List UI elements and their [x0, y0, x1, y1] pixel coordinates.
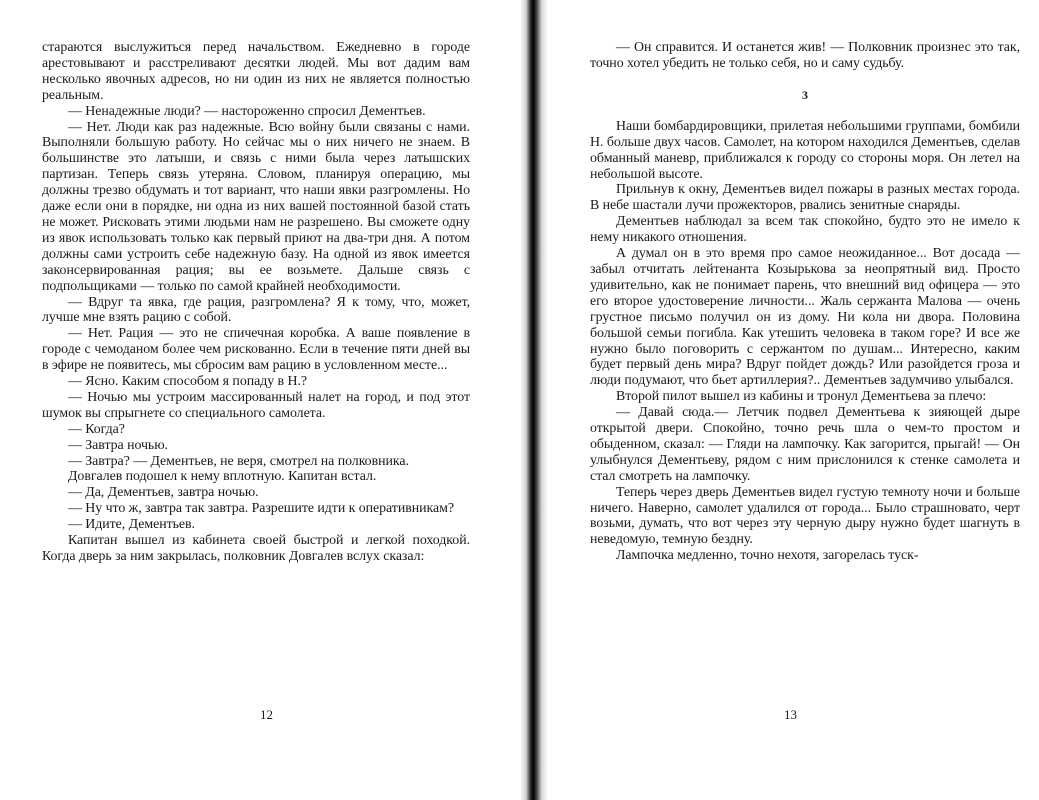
paragraph: — Идите, Дементьев. — [68, 517, 195, 533]
book-gutter — [520, 0, 548, 800]
paragraph: — Он справится. И останется жив! — Полковник произнес это так, точно хотел убедить не только себя, но и саму судьбу. — [590, 40, 1020, 71]
paragraph: — Давай сюда.— Летчик подвел Дементьева к зияющей дыре открытой двери. Спокойно, точно речь шла о чем-то простом и обыденном, сказал: — Гляди на лампочку. Как загорится, прыгай! — Он улыбнулся Дементьеву, рядом с ним прислонился к стенке самолета и стал смотреть на лампочку. — [590, 405, 1020, 484]
paragraph: Капитан вышел из кабинета своей быстрой и легкой походкой. Когда дверь за ним закрылась, полковник Довгалев вслух сказал: — [42, 533, 470, 564]
page-number: 13 — [784, 707, 797, 722]
right-page-text — [590, 40, 1020, 564]
left-page-text — [42, 40, 470, 565]
page-number: 12 — [260, 707, 273, 722]
paragraph: стараются выслужиться перед начальством. Ежедневно в городе арестовывают и расстреливают десятки людей. Мы вот дадим вам несколько явочных адресов, но ни один из них не является полностью реальным. — [42, 40, 470, 103]
paragraph: Наши бомбардировщики, прилетая небольшими группами, бомбили Н. больше двух часов. Самолет, на котором находился Дементьев, сделав обманный маневр, приближался к городу со стороны моря. Он летел на небольшой высоте. — [590, 118, 1020, 182]
paragraph: Теперь через дверь Дементьев видел густую темноту ночи и больше ничего. Наверно, самолет удалился от города... Было страшновато, черт возьми, думать, что вот через эту черную дыру нужно будет шагнуть в неведомую, темную бездну. — [590, 484, 1020, 548]
right-page — [548, 0, 1039, 800]
paragraph: Лампочка медленно, точно нехотя, загорелась туск- — [616, 548, 919, 564]
paragraph: — Когда? — [68, 421, 125, 437]
paragraph: — Завтра ночью. — [68, 437, 168, 453]
paragraph: — Завтра? — Дементьев, не веря, смотрел на полковника. — [68, 453, 409, 469]
paragraph: А думал он в это время про самое неожиданное... Вот досада — забыл отчитать лейтенанта Козырькова за неопрятный вид. Просто удивительно, как не понимает парень, что внешний вид офицера — это его второе удостоверение личности... Жаль сержанта Малова — очень грустное письмо получил он из дому. Ни кола ни двора. Половина большой семьи погибла. Как утешить человека в таком горе? И все же нужно было поговорить с сержантом по душам... Интересно, каким будет первый день мира? Вдруг пойдет дождь? Или разойдется гроза и люди подумают, что бьет артиллерия?.. Дементьев задумчиво улыбался. — [590, 246, 1020, 389]
paragraph: — Да, Дементьев, завтра ночью. — [68, 485, 259, 501]
paragraph: Дементьев наблюдал за всем так спокойно, будто это не имело к нему никакого отношения. — [590, 214, 1020, 246]
paragraph: — Вдруг та явка, где рация, разгромлена? Я к тому, что, может, лучше мне взять рацию с собой. — [42, 294, 470, 326]
paragraph: Второй пилот вышел из кабины и тронул Дементьева за плечо: — [616, 389, 987, 405]
paragraph: Довгалев подошел к нему вплотную. Капитан встал. — [68, 469, 377, 485]
paragraph: — Ну что ж, завтра так завтра. Разрешите идти к оперативникам? — [68, 501, 454, 517]
paragraph: — Ясно. Каким способом я попаду в Н.? — [68, 374, 307, 390]
paragraph: — Ночью мы устроим массированный налет на город, и под этот шумок вы спрыгнете со специального самолета. — [42, 389, 470, 421]
paragraph: — Нет. Рация — это не спичечная коробка. А ваше появление в городе с чемоданом более чем рискованно. Если в течение пяти дней вы в эфире не появитесь, мы сбросим вам рацию в условленном месте... — [42, 326, 470, 374]
paragraph: Прильнув к окну, Дементьев видел пожары в разных местах города. В небе шастали лучи прожекторов, рвались зенитные снаряды. — [590, 182, 1020, 214]
paragraph: — Ненадежные люди? — настороженно спросил Дементьев. — [68, 103, 426, 119]
chapter-number: 3 — [802, 87, 808, 102]
paragraph: — Нет. Люди как раз надежные. Всю войну были связаны с нами. Выполняли большую работу. Но сейчас мы о них ничего не знаем. В большинстве это латыши, и связь с ними была через латышских партизан. Теперь связь утеряна. Словом, планируя операцию, мы должны трезво обдумать и тот вариант, что наши явки разгромлены. Но даже если они в порядке, ни одна из них вашей постоянной базой стать не может. Рисковать этими людьми нам не разрешено. Вы сможете одну из явок использовать только как первый приют на два-три дня. А потом должны сами устроить себе надежную базу. На одной из явок имеется законсервированная рация; вы ее возьмете. Дальше связь с подпольщиками — только по самой крайней необходимости. — [42, 119, 470, 294]
